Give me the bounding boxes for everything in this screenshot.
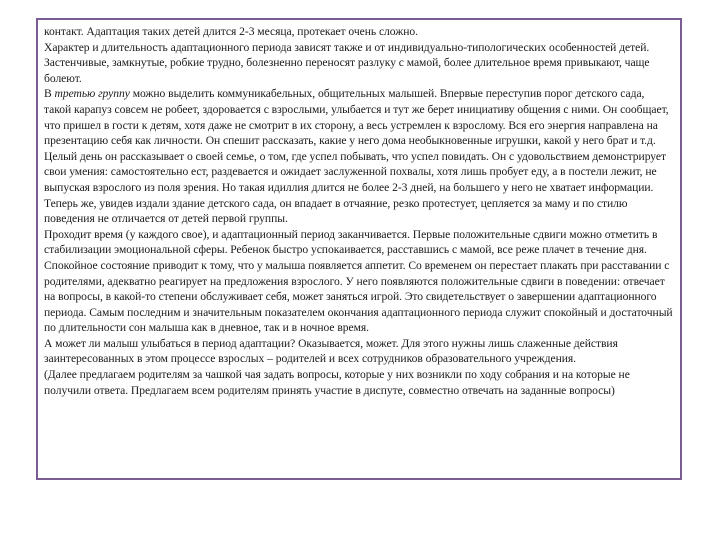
paragraph-parents-questions: (Далее предлагаем родителям за чашкой чая задать вопросы, которые у них возникли по ходу собрания и на которые не получили ответа. Предлагаем всем родителям принять участие в диспуте, совместно отвечать на заданные вопросы): [44, 368, 630, 397]
third-group-text: можно выделить коммуникабельных, общительных малышей. Впервые переступив порог детского сада, такой карапуз совсем не робеет, здоровается с взрослыми, улыбается и тут же берет инициативу общения с ними. Он сообщает, что пришел в гости к детям, хотя даже не смотрит в их сторону, а весь устремлен к взрослому. Вся его энергия направлена на презентацию себя как личности. Он спешит рассказать, какие у него дома необыкновенные игрушки, какой у него брат и т.д. Целый день он рассказывает о своей семье, о том, где успел побывать, что успел повидать. Он с удовольствием демонстрирует свои умения: самостоятельно ест, раздевается и ожидает заслуженной похвалы, хотя лишь пробует еду, а в постели лежит, не выпуская взрослого из поля зрения. Но такая идиллия длится не более 2-3 дней, на большего у него не хватает информации. Теперь же, увидев издали здание детского сада, он впадает в отчаяние, резко протестует, цепляется за маму и по стилю поведения не отличается от детей первой группы.: [44, 87, 669, 226]
paragraph-adaptation-duration: контакт. Адаптация таких детей длится 2-3 месяца, протекает очень сложно.: [44, 25, 418, 38]
paragraph-adaptation-end: Проходит время (у каждого свое), и адаптационный период заканчивается. Первые положительные сдвиги можно отметить в стабилизации эмоциональной сферы. Ребенок быстро успокаивается, расставшись с мамой, все реже плачет в течение дня. Спокойное состояние приводит к тому, что у малыша появляется аппетит. Со временем он перестает плакать при расставании с родителями, адекватно реагирует на предложения взрослого. У него появляются положительные сдвиги в поведении: отвечает на вопросы, в какой-то степени обслуживает себя, может заняться игрой. Это свидетельствует о завершении адаптационного периода. Самым последним и значительным показателем окончания адаптационного периода служит спокойный и достаточный по длительности сон малыша как в дневное, так и в ночное время.: [44, 227, 673, 335]
text-frame: [36, 18, 682, 480]
third-group-prefix: В: [44, 87, 55, 101]
paragraph-individual-features: Характер и длительность адаптационного периода зависят также и от индивидуально-типологических особенностей детей. Застенчивые, замкнутые, робкие трудно, болезненно переносят разлуку с мамой, более длительное время привыкают, чаще болеют.: [44, 40, 650, 85]
third-group-emphasis: третью группу: [54, 87, 130, 101]
paragraph-third-group: [44, 86, 674, 226]
paragraph-smile-question: А может ли малыш улыбаться в период адаптации? Оказывается, может. Для этого нужны лишь слаженные действия заинтересованных в этом процессе взрослых – родителей и всех сотрудников образовательного учреждения.: [44, 336, 618, 366]
